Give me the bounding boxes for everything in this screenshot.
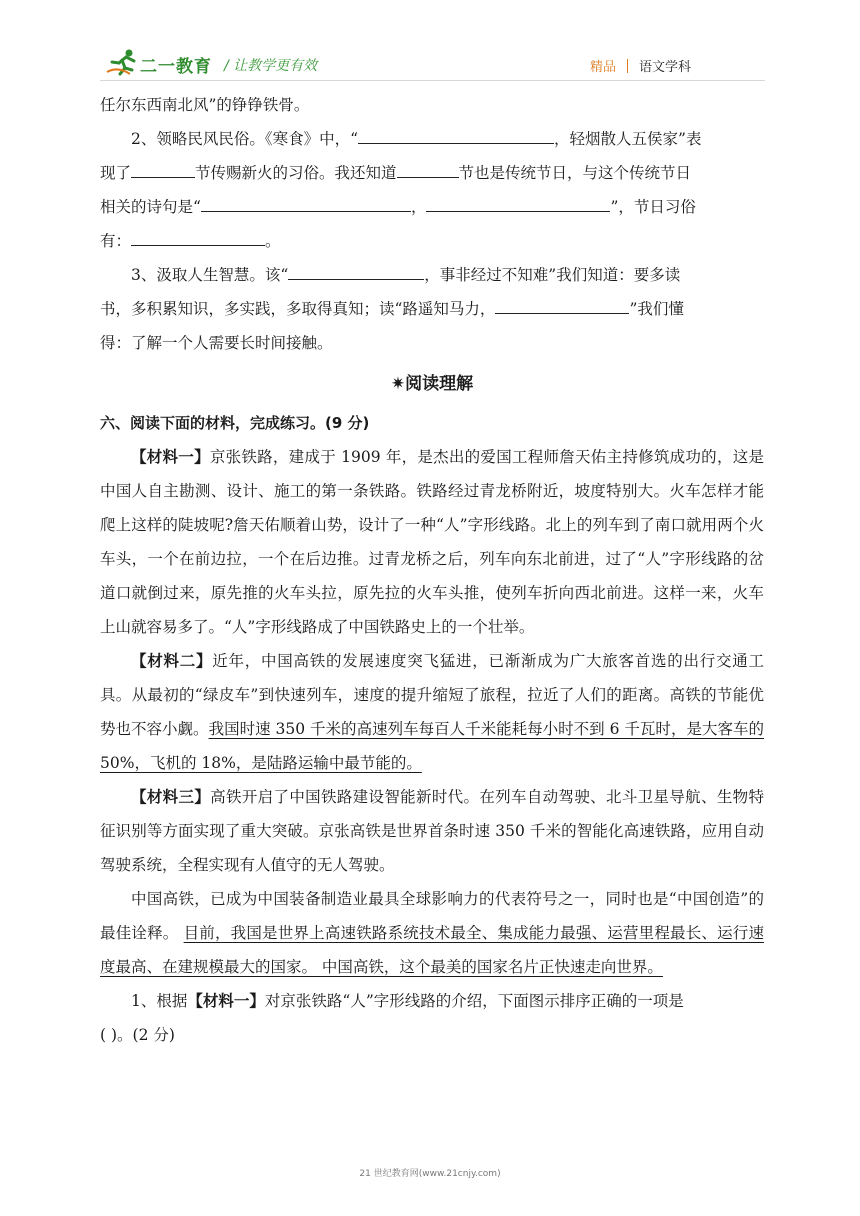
page-footer: 21 世纪教育网(www.21cnjy.com) (359, 1169, 501, 1179)
paragraph: 中国高铁，已成为中国装备制造业最具全球影响力的代表符号之一，同时也是“中国创造”的最佳诠释。 目前，我国是世界上高速铁路系统技术最全、集成能力最强、运营里程最长、运行速度最高、在建规模最大的国家。 中国高铁，这个最美的国家名片正快速走向世界。 (100, 890, 764, 976)
slogan: / 让教学更有效 (224, 58, 318, 74)
text-line: 书，多积累知识，多实践，多取得真知；读“路遥知马力， ”我们懂 (100, 292, 764, 326)
question-3: 3、汲取人生智慧。该“ ，事非经过不知难”我们知道：要多读 (100, 258, 764, 292)
answer-blank[interactable] (495, 295, 629, 314)
answer-blank[interactable] (358, 125, 554, 144)
material-label: 【材料一】 (131, 447, 210, 466)
material-one: 【材料一】京张铁路，建成于 1909 年，是杰出的爱国工程师詹天佑主持修筑成功的，这是中国人自主勘测、设计、施工的第一条铁路。铁路经过青龙桥附近，坡度特别大。火车怎样才能爬上这样的陡坡呢?詹天佑顺着山势，设计了一种“人”字形线路。北上的列车到了南口就用两个火车头，一个在前边拉，一个在后边推。过青龙桥之后，列车向东北前进，过了“人”字形线路的岔道口就倒过来，原先推的火车头拉，原先拉的火车头推，使列车折向西北前进。这样一来，火车上山就容易多了。“人”字形线路成了中国铁路史上的一个壮举。 (100, 447, 764, 636)
text-line: 有： 。 (100, 224, 764, 258)
section-title: ✷阅读理解 (390, 374, 474, 394)
runner-logo-icon (106, 48, 140, 80)
underlined-text: 目前，我国是世界上高速铁路系统技术最全、集成能力最强、运营里程最长、运行速度最高、在建规模最大的国家。 中国高铁，这个最美的国家名片正快速走向世界。 (100, 924, 764, 976)
question-2: 2、领略民风民俗。《寒食》中，“ ，轻烟散人五侯家”表 (100, 122, 764, 156)
document-body (100, 88, 764, 1052)
material-two: 【材料二】近年，中国高铁的发展速度突飞猛进，已渐渐成为广大旅客首选的出行交通工具。从最初的“绿皮车”到快速列车，速度的提升缩短了旅程，拉近了人们的距离。高铁的节能优势也不容小觑。我国时速 350 千米的高速列车每百人千米能耗每小时不到 6 千瓦时，是大客车的 50%，飞机的 18%，是陆路运输中最节能的。 (100, 651, 764, 772)
answer-blank[interactable] (426, 193, 610, 212)
material-label: 【材料三】 (131, 787, 211, 806)
answer-parens[interactable]: ( )。(2 分) (100, 1026, 175, 1044)
text-line: 相关的诗句是“ ， ”，节日习俗 (100, 190, 764, 224)
answer-blank[interactable] (131, 159, 195, 178)
question-6-heading: 六、阅读下面的材料，完成练习。(9 分) (100, 414, 370, 432)
material-three: 【材料三】高铁开启了中国铁路建设智能新时代。在列车自动驾驶、北斗卫星导航、生物特征识别等方面实现了重大突破。京张高铁是世界首条时速 350 千米的智能化高速铁路，应用自动驾驶系统，全程实现有人值守的无人驾驶。 (100, 787, 764, 874)
answer-blank[interactable] (131, 227, 265, 246)
text-line: 任尔东西南北风”的铮铮铁骨。 (100, 96, 310, 114)
material-label: 【材料一】 (187, 991, 265, 1010)
quality-badge: 精品 (590, 60, 617, 75)
question-6-1: 1、根据【材料一】对京张铁路“人”字形线路的介绍，下面图示排序正确的一项是 (131, 991, 684, 1010)
logo-text: 二一教育 (140, 57, 212, 77)
header-divider (627, 59, 628, 73)
text-line: 现了 节传赐新火的习俗。我还知道 节也是传统节日，与这个传统节日 (100, 156, 764, 190)
answer-blank[interactable] (397, 159, 459, 178)
header-right (590, 56, 691, 75)
material-label: 【材料二】 (131, 651, 213, 670)
page-header (0, 0, 860, 92)
answer-blank[interactable] (288, 261, 424, 280)
header-rule (100, 80, 765, 81)
subject-label: 语文学科 (639, 60, 692, 75)
text-line: 得：了解一个人需要长时间接触。 (100, 334, 333, 352)
underlined-text: 我国时速 350 千米的高速列车每百人千米能耗每小时不到 6 千瓦时，是大客车的 50%，飞机的 18%，是陆路运输中最节能的。 (100, 720, 764, 772)
answer-blank[interactable] (201, 193, 411, 212)
